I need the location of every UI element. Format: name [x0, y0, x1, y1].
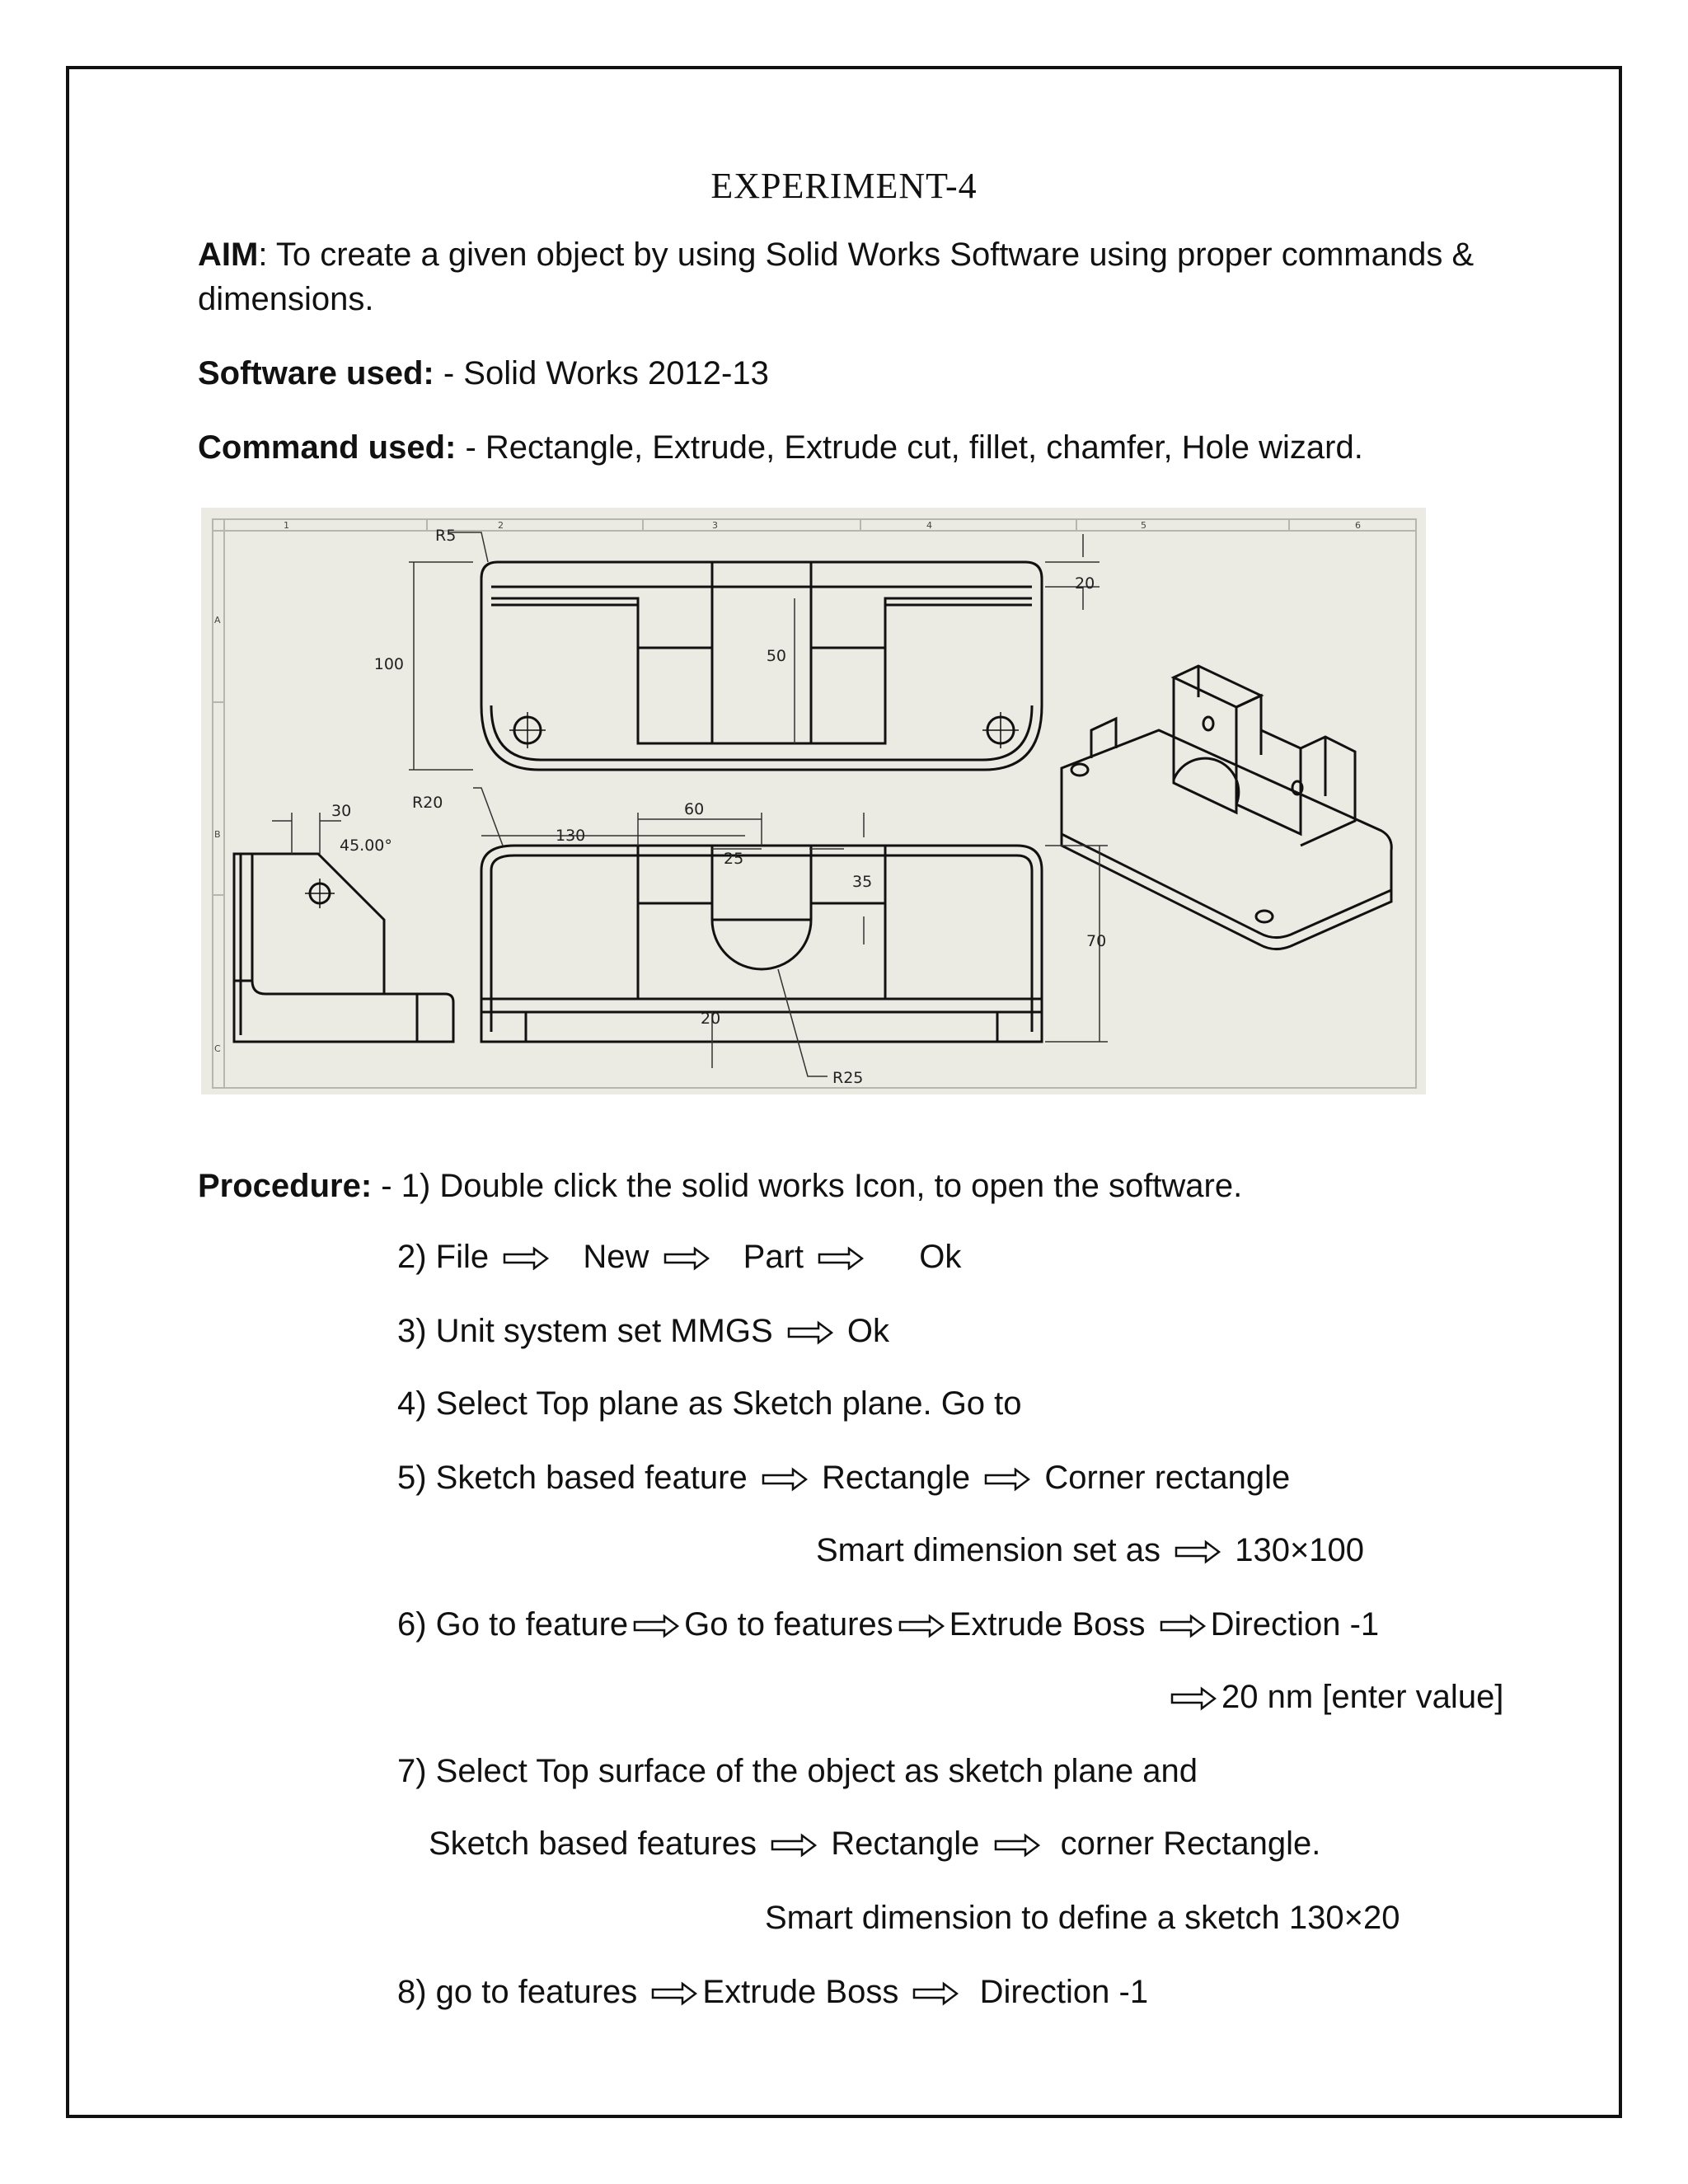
step-text: Direction -1: [979, 1974, 1149, 2010]
procedure-step-5b: [816, 1528, 1364, 1572]
arrow-icon: [663, 1246, 710, 1271]
procedure-step-8: [397, 1970, 1148, 2014]
step-text: 5) Sketch based feature: [397, 1460, 748, 1496]
command-line: [198, 425, 1363, 470]
arrow-icon: [912, 1981, 959, 2006]
grid-col-label: 4: [926, 520, 932, 531]
arrow-icon: [984, 1467, 1030, 1492]
step-text: New: [583, 1239, 649, 1275]
step-text: 2) File: [397, 1239, 490, 1275]
procedure-step-1: - 1) Double click the solid works Icon, to open the software.: [372, 1168, 1243, 1204]
grid-row-label: C: [214, 1043, 221, 1054]
step-text: Ok: [919, 1239, 962, 1275]
engineering-drawing: [201, 508, 1426, 1094]
grid-col-label: 5: [1141, 520, 1146, 531]
dim-angle: 45.00°: [340, 837, 392, 855]
dim-50: 50: [766, 647, 786, 665]
step-text: 8) go to features: [397, 1974, 638, 2010]
dim-35: 35: [852, 873, 873, 891]
arrow-icon: [771, 1833, 817, 1858]
arrow-icon: [994, 1833, 1040, 1858]
step-text: Corner rectangle: [1044, 1460, 1291, 1496]
arrow-icon: [818, 1246, 864, 1271]
grid-row-label: A: [214, 615, 221, 626]
step-text: 6) Go to feature: [397, 1606, 629, 1643]
arrow-icon: [1160, 1614, 1206, 1638]
dim-r5: R5: [435, 527, 457, 545]
arrow-icon: [651, 1981, 697, 2006]
procedure-step-3: [397, 1309, 889, 1353]
procedure-step-7: 7) Select Top surface of the object as sketch plane and: [397, 1753, 1198, 1789]
procedure-step-6: [397, 1602, 1379, 1647]
grid-col-label: 2: [498, 520, 504, 531]
step-text: corner Rectangle.: [1060, 1825, 1321, 1862]
procedure-label: Procedure:: [198, 1168, 373, 1204]
step-text: 130×100: [1235, 1532, 1365, 1568]
command-label: Command used:: [198, 429, 457, 466]
procedure-step-7c: Smart dimension to define a sketch 130×20: [765, 1900, 1400, 1936]
dim-20-top: 20: [1075, 574, 1095, 593]
arrow-icon: [1175, 1540, 1221, 1564]
arrow-icon: [633, 1614, 679, 1638]
grid-col-label: 1: [284, 520, 289, 531]
procedure-step-5: [397, 1455, 1290, 1500]
dim-60: 60: [684, 800, 705, 818]
command-text: - Rectangle, Extrude, Extrude cut, fillet, chamfer, Hole wizard.: [456, 429, 1363, 466]
aim-text: : To create a given object by using Solid Works Software using proper commands &: [258, 237, 1475, 273]
arrow-icon: [762, 1467, 808, 1492]
step-text: Ok: [846, 1313, 889, 1349]
step-text: Part: [743, 1239, 804, 1275]
step-text: 20 nm [enter value]: [1221, 1679, 1504, 1715]
dim-20-bottom: 20: [701, 1010, 721, 1028]
software-line: [198, 351, 769, 396]
dim-25: 25: [724, 850, 744, 868]
step-text: 3) Unit system set MMGS: [397, 1313, 773, 1349]
arrow-icon: [898, 1614, 945, 1638]
dim-r25: R25: [832, 1069, 864, 1087]
dim-30: 30: [331, 802, 352, 820]
procedure-step-2: [397, 1235, 961, 1279]
procedure-line: [198, 1164, 1242, 1208]
dim-130: 130: [556, 827, 586, 845]
grid-col-label: 3: [712, 520, 718, 531]
grid-row-label: B: [214, 829, 221, 840]
step-text: Extrude Boss: [949, 1606, 1146, 1643]
step-text: Smart dimension set as: [816, 1532, 1160, 1568]
procedure-step-6b: [1165, 1675, 1503, 1719]
page-title: EXPERIMENT-4: [710, 166, 978, 206]
aim-line: [198, 232, 1474, 277]
arrow-icon: [503, 1246, 549, 1271]
software-text: - Solid Works 2012-13: [434, 355, 769, 391]
step-text: Rectangle: [831, 1825, 980, 1862]
procedure-step-7b: [429, 1821, 1320, 1866]
grid-col-label: 6: [1355, 520, 1361, 531]
arrow-icon: [787, 1320, 833, 1345]
aim-label: AIM: [198, 237, 259, 273]
software-label: Software used:: [198, 355, 434, 391]
arrow-icon: [1170, 1686, 1217, 1711]
dim-70: 70: [1086, 932, 1107, 950]
step-text: Go to features: [684, 1606, 893, 1643]
step-text: Extrude Boss: [702, 1974, 899, 2010]
aim-text-continued: dimensions.: [198, 281, 374, 317]
step-text: Rectangle: [821, 1460, 971, 1496]
dim-100: 100: [373, 655, 404, 673]
step-text: Sketch based features: [429, 1825, 757, 1862]
dim-r20: R20: [412, 794, 443, 812]
step-text: Direction -1: [1210, 1606, 1380, 1643]
procedure-step-4: 4) Select Top plane as Sketch plane. Go to: [397, 1385, 1022, 1422]
